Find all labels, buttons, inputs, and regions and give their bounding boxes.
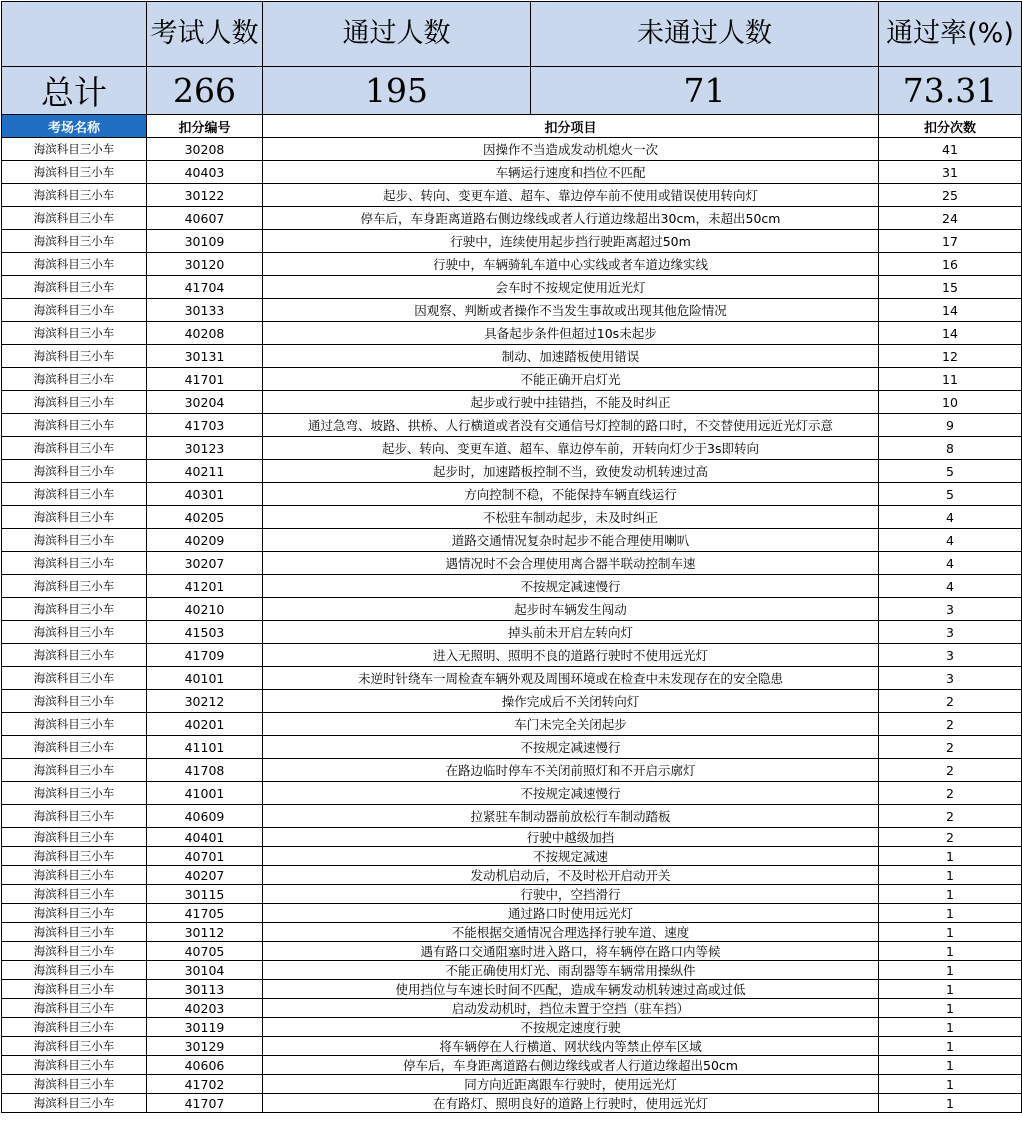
item-cell[interactable]: 在有路灯、照明良好的道路上行驶时，使用远光灯: [263, 1094, 879, 1113]
code-cell[interactable]: 40208: [147, 322, 263, 345]
code-cell[interactable]: 41201: [147, 575, 263, 598]
item-cell[interactable]: 不按规定减速慢行: [263, 782, 879, 805]
count-cell[interactable]: 1: [879, 980, 1022, 999]
item-cell[interactable]: 未逆时针绕车一周检查车辆外观及周围环境或在检查中未发现存在的安全隐患: [263, 667, 879, 690]
venue-cell[interactable]: 海滨科目三小车: [2, 138, 147, 161]
table-row: [2, 942, 1022, 961]
count-cell[interactable]: 2: [879, 759, 1022, 782]
code-cell[interactable]: 30113: [147, 980, 263, 999]
code-cell[interactable]: 30115: [147, 885, 263, 904]
item-cell[interactable]: 行驶中越级加挡: [263, 828, 879, 847]
total-label[interactable]: 总计: [2, 67, 147, 115]
item-cell[interactable]: 操作完成后不关闭转向灯: [263, 690, 879, 713]
table-row: [2, 161, 1022, 184]
code-cell[interactable]: 30212: [147, 690, 263, 713]
item-cell[interactable]: 通过路口时使用远光灯: [263, 904, 879, 923]
count-cell[interactable]: 1: [879, 1018, 1022, 1037]
code-cell[interactable]: 40201: [147, 713, 263, 736]
count-cell[interactable]: 1: [879, 999, 1022, 1018]
code-cell[interactable]: 30131: [147, 345, 263, 368]
count-cell[interactable]: 3: [879, 598, 1022, 621]
count-cell[interactable]: 12: [879, 345, 1022, 368]
item-cell[interactable]: 停车后，车身距离道路右侧边缘线或者人行道边缘超出30cm，未超出50cm: [263, 207, 879, 230]
item-cell[interactable]: 发动机启动后，不及时松开启动开关: [263, 866, 879, 885]
item-cell[interactable]: 起步或行驶中挂错挡，不能及时纠正: [263, 391, 879, 414]
code-cell[interactable]: 30120: [147, 253, 263, 276]
venue-cell[interactable]: 海滨科目三小车: [2, 828, 147, 847]
exam-count-header[interactable]: 考试人数: [147, 2, 263, 67]
venue-cell[interactable]: 海滨科目三小车: [2, 759, 147, 782]
item-cell[interactable]: 因操作不当造成发动机熄火一次: [263, 138, 879, 161]
count-cell[interactable]: 1: [879, 961, 1022, 980]
code-cell[interactable]: 30104: [147, 961, 263, 980]
code-cell[interactable]: 30119: [147, 1018, 263, 1037]
count-cell[interactable]: 5: [879, 483, 1022, 506]
venue-cell[interactable]: 海滨科目三小车: [2, 904, 147, 923]
venue-cell[interactable]: 海滨科目三小车: [2, 575, 147, 598]
table-row: [2, 885, 1022, 904]
item-cell[interactable]: 不按规定减速慢行: [263, 575, 879, 598]
venue-cell[interactable]: 海滨科目三小车: [2, 414, 147, 437]
item-cell[interactable]: 在路边临时停车不关闭前照灯和不开启示廓灯: [263, 759, 879, 782]
count-cell[interactable]: 9: [879, 414, 1022, 437]
table-row: [2, 345, 1022, 368]
count-cell[interactable]: 2: [879, 828, 1022, 847]
item-cell[interactable]: 不按规定速度行驶: [263, 1018, 879, 1037]
venue-cell[interactable]: 海滨科目三小车: [2, 161, 147, 184]
count-cell[interactable]: 4: [879, 575, 1022, 598]
item-cell[interactable]: 启动发动机时，挡位未置于空挡（驻车挡）: [263, 999, 879, 1018]
table-row: [2, 1037, 1022, 1056]
item-cell[interactable]: 停车后，车身距离道路右侧边缘线或者人行道边缘超出50cm: [263, 1056, 879, 1075]
venue-cell[interactable]: 海滨科目三小车: [2, 368, 147, 391]
count-cell[interactable]: 1: [879, 1037, 1022, 1056]
venue-cell[interactable]: 海滨科目三小车: [2, 1037, 147, 1056]
venue-cell[interactable]: 海滨科目三小车: [2, 230, 147, 253]
table-row: [2, 713, 1022, 736]
code-cell[interactable]: 40203: [147, 999, 263, 1018]
table-row: [2, 391, 1022, 414]
item-cell[interactable]: 车辆运行速度和挡位不匹配: [263, 161, 879, 184]
code-cell[interactable]: 40609: [147, 805, 263, 828]
item-cell[interactable]: 行驶中，空挡滑行: [263, 885, 879, 904]
venue-cell[interactable]: 海滨科目三小车: [2, 437, 147, 460]
count-cell[interactable]: 15: [879, 276, 1022, 299]
table-row: [2, 759, 1022, 782]
table-row: [2, 736, 1022, 759]
code-cell[interactable]: 40101: [147, 667, 263, 690]
table-row: [2, 529, 1022, 552]
code-cell[interactable]: 30208: [147, 138, 263, 161]
table-row: [2, 782, 1022, 805]
table-row: [2, 437, 1022, 460]
code-cell[interactable]: 41001: [147, 782, 263, 805]
table-row: [2, 847, 1022, 866]
table-row: [2, 299, 1022, 322]
table-row: [2, 138, 1022, 161]
table-row: [2, 690, 1022, 713]
venue-cell[interactable]: 海滨科目三小车: [2, 713, 147, 736]
venue-cell[interactable]: 海滨科目三小车: [2, 345, 147, 368]
venue-cell[interactable]: 海滨科目三小车: [2, 1094, 147, 1113]
item-cell[interactable]: 起步、转向、变更车道、超车、靠边停车前不使用或错误使用转向灯: [263, 184, 879, 207]
code-cell[interactable]: 40401: [147, 828, 263, 847]
venue-column-header[interactable]: 考场名称: [2, 115, 147, 138]
summary-total-row: [2, 67, 1022, 115]
venue-cell[interactable]: 海滨科目三小车: [2, 552, 147, 575]
count-cell[interactable]: 14: [879, 299, 1022, 322]
failed-value[interactable]: 71: [531, 67, 879, 115]
table-row: [2, 575, 1022, 598]
code-cell[interactable]: 40210: [147, 598, 263, 621]
count-cell[interactable]: 1: [879, 923, 1022, 942]
column-header-row: [2, 115, 1022, 138]
venue-cell[interactable]: 海滨科目三小车: [2, 598, 147, 621]
item-cell[interactable]: 进入无照明、照明不良的道路行驶时不使用远光灯: [263, 644, 879, 667]
item-cell[interactable]: 不能正确开启灯光: [263, 368, 879, 391]
venue-cell[interactable]: 海滨科目三小车: [2, 253, 147, 276]
passed-header[interactable]: 通过人数: [263, 2, 531, 67]
code-cell[interactable]: 30109: [147, 230, 263, 253]
table-row: [2, 184, 1022, 207]
count-cell[interactable]: 3: [879, 644, 1022, 667]
count-cell[interactable]: 16: [879, 253, 1022, 276]
table-row: [2, 322, 1022, 345]
item-cell[interactable]: 会车时不按规定使用近光灯: [263, 276, 879, 299]
count-cell[interactable]: 2: [879, 690, 1022, 713]
code-column-header[interactable]: 扣分编号: [147, 115, 263, 138]
code-cell[interactable]: 40205: [147, 506, 263, 529]
count-cell[interactable]: 1: [879, 1056, 1022, 1075]
venue-cell[interactable]: 海滨科目三小车: [2, 866, 147, 885]
venue-cell[interactable]: 海滨科目三小车: [2, 999, 147, 1018]
code-cell[interactable]: 30204: [147, 391, 263, 414]
count-column-header[interactable]: 扣分次数: [879, 115, 1022, 138]
item-cell[interactable]: 使用挡位与车速长时间不匹配，造成车辆发动机转速过高或过低: [263, 980, 879, 999]
count-cell[interactable]: 3: [879, 667, 1022, 690]
table-row: [2, 506, 1022, 529]
count-cell[interactable]: 10: [879, 391, 1022, 414]
code-cell[interactable]: 40701: [147, 847, 263, 866]
code-cell[interactable]: 40606: [147, 1056, 263, 1075]
venue-cell[interactable]: 海滨科目三小车: [2, 736, 147, 759]
venue-cell[interactable]: 海滨科目三小车: [2, 961, 147, 980]
venue-cell[interactable]: 海滨科目三小车: [2, 621, 147, 644]
count-cell[interactable]: 41: [879, 138, 1022, 161]
count-cell[interactable]: 1: [879, 866, 1022, 885]
table-row: [2, 253, 1022, 276]
code-cell[interactable]: 30207: [147, 552, 263, 575]
code-cell[interactable]: 41703: [147, 414, 263, 437]
count-cell[interactable]: 1: [879, 1075, 1022, 1094]
table-row: [2, 1056, 1022, 1075]
table-row: [2, 1094, 1022, 1113]
venue-cell[interactable]: 海滨科目三小车: [2, 299, 147, 322]
venue-cell[interactable]: 海滨科目三小车: [2, 942, 147, 961]
item-cell[interactable]: 不能根据交通情况合理选择行驶车道、速度: [263, 923, 879, 942]
count-cell[interactable]: 1: [879, 885, 1022, 904]
code-cell[interactable]: 30112: [147, 923, 263, 942]
table-row: [2, 368, 1022, 391]
count-cell[interactable]: 1: [879, 847, 1022, 866]
table-row: [2, 866, 1022, 885]
item-cell[interactable]: 起步时，加速踏板控制不当，致使发动机转速过高: [263, 460, 879, 483]
table-row: [2, 598, 1022, 621]
table-row: [2, 621, 1022, 644]
item-cell[interactable]: 道路交通情况复杂时起步不能合理使用喇叭: [263, 529, 879, 552]
code-cell[interactable]: 41701: [147, 368, 263, 391]
table-row: [2, 999, 1022, 1018]
item-cell[interactable]: 不按规定减速: [263, 847, 879, 866]
venue-cell[interactable]: 海滨科目三小车: [2, 782, 147, 805]
code-cell[interactable]: 41709: [147, 644, 263, 667]
code-cell[interactable]: 40301: [147, 483, 263, 506]
table-row: [2, 1018, 1022, 1037]
venue-cell[interactable]: 海滨科目三小车: [2, 184, 147, 207]
deduction-sheet: [1, 1, 1022, 1113]
pass-rate-header[interactable]: 通过率(%): [879, 2, 1022, 67]
table-row: [2, 552, 1022, 575]
passed-value[interactable]: 195: [263, 67, 531, 115]
exam-count-value[interactable]: 266: [147, 67, 263, 115]
count-cell[interactable]: 8: [879, 437, 1022, 460]
count-cell[interactable]: 14: [879, 322, 1022, 345]
item-cell[interactable]: 方向控制不稳，不能保持车辆直线运行: [263, 483, 879, 506]
count-cell[interactable]: 2: [879, 713, 1022, 736]
venue-cell[interactable]: 海滨科目三小车: [2, 207, 147, 230]
venue-cell[interactable]: 海滨科目三小车: [2, 923, 147, 942]
count-cell[interactable]: 4: [879, 552, 1022, 575]
venue-cell[interactable]: 海滨科目三小车: [2, 529, 147, 552]
code-cell[interactable]: 40211: [147, 460, 263, 483]
item-cell[interactable]: 遇有路口交通阻塞时进入路口，将车辆停在路口内等候: [263, 942, 879, 961]
table-row: [2, 923, 1022, 942]
table-row: [2, 805, 1022, 828]
count-cell[interactable]: 4: [879, 529, 1022, 552]
count-cell[interactable]: 2: [879, 736, 1022, 759]
count-cell[interactable]: 2: [879, 782, 1022, 805]
count-cell[interactable]: 25: [879, 184, 1022, 207]
item-cell[interactable]: 拉紧驻车制动器前放松行车制动踏板: [263, 805, 879, 828]
table-row: [2, 667, 1022, 690]
code-cell[interactable]: 41704: [147, 276, 263, 299]
item-cell[interactable]: 行驶中，连续使用起步挡行驶距离超过50m: [263, 230, 879, 253]
count-cell[interactable]: 11: [879, 368, 1022, 391]
venue-cell[interactable]: 海滨科目三小车: [2, 322, 147, 345]
table-row: [2, 1075, 1022, 1094]
table-row: [2, 644, 1022, 667]
table-row: [2, 828, 1022, 847]
code-cell[interactable]: 40209: [147, 529, 263, 552]
blank-corner-cell[interactable]: [2, 2, 147, 67]
table-row: [2, 980, 1022, 999]
item-cell[interactable]: 不松驻车制动起步，未及时纠正: [263, 506, 879, 529]
item-column-header[interactable]: 扣分项目: [263, 115, 879, 138]
count-cell[interactable]: 2: [879, 805, 1022, 828]
item-cell[interactable]: 通过急弯、坡路、拱桥、人行横道或者没有交通信号灯控制的路口时，不交替使用远近光灯示意: [263, 414, 879, 437]
code-cell[interactable]: 41101: [147, 736, 263, 759]
code-cell[interactable]: 41707: [147, 1094, 263, 1113]
code-cell[interactable]: 41702: [147, 1075, 263, 1094]
item-cell[interactable]: 制动、加速踏板使用错误: [263, 345, 879, 368]
code-cell[interactable]: 30129: [147, 1037, 263, 1056]
code-cell[interactable]: 40207: [147, 866, 263, 885]
venue-cell[interactable]: 海滨科目三小车: [2, 506, 147, 529]
item-cell[interactable]: 车门未完全关闭起步: [263, 713, 879, 736]
item-cell[interactable]: 不按规定减速慢行: [263, 736, 879, 759]
code-cell[interactable]: 30123: [147, 437, 263, 460]
count-cell[interactable]: 1: [879, 904, 1022, 923]
table-row: [2, 483, 1022, 506]
venue-cell[interactable]: 海滨科目三小车: [2, 885, 147, 904]
table-row: [2, 460, 1022, 483]
item-cell[interactable]: 因观察、判断或者操作不当发生事故或出现其他危险情况: [263, 299, 879, 322]
item-cell[interactable]: 具备起步条件但超过10s未起步: [263, 322, 879, 345]
venue-cell[interactable]: 海滨科目三小车: [2, 690, 147, 713]
table-row: [2, 230, 1022, 253]
item-cell[interactable]: 起步时车辆发生闯动: [263, 598, 879, 621]
count-cell[interactable]: 24: [879, 207, 1022, 230]
item-cell[interactable]: 遇情况时不会合理使用离合器半联动控制车速: [263, 552, 879, 575]
failed-header[interactable]: 未通过人数: [531, 2, 879, 67]
venue-cell[interactable]: 海滨科目三小车: [2, 276, 147, 299]
venue-cell[interactable]: 海滨科目三小车: [2, 980, 147, 999]
count-cell[interactable]: 31: [879, 161, 1022, 184]
venue-cell[interactable]: 海滨科目三小车: [2, 644, 147, 667]
venue-cell[interactable]: 海滨科目三小车: [2, 1018, 147, 1037]
item-cell[interactable]: 起步、转向、变更车道、超车、靠边停车前，开转向灯少于3s即转向: [263, 437, 879, 460]
item-cell[interactable]: 行驶中，车辆骑轧车道中心实线或者车道边缘实线: [263, 253, 879, 276]
venue-cell[interactable]: 海滨科目三小车: [2, 1056, 147, 1075]
summary-header-row: [2, 2, 1022, 67]
code-cell[interactable]: 41708: [147, 759, 263, 782]
code-cell[interactable]: 41503: [147, 621, 263, 644]
count-cell[interactable]: 17: [879, 230, 1022, 253]
table-row: [2, 414, 1022, 437]
item-cell[interactable]: 不能正确使用灯光、雨刮器等车辆常用操纵件: [263, 961, 879, 980]
code-cell[interactable]: 30122: [147, 184, 263, 207]
count-cell[interactable]: 1: [879, 1094, 1022, 1113]
pass-rate-value[interactable]: 73.31: [879, 67, 1022, 115]
code-cell[interactable]: 30133: [147, 299, 263, 322]
item-cell[interactable]: 将车辆停在人行横道、网状线内等禁止停车区域: [263, 1037, 879, 1056]
count-cell[interactable]: 1: [879, 942, 1022, 961]
count-cell[interactable]: 4: [879, 506, 1022, 529]
item-cell[interactable]: 掉头前未开启左转向灯: [263, 621, 879, 644]
count-cell[interactable]: 5: [879, 460, 1022, 483]
table-row: [2, 207, 1022, 230]
code-cell[interactable]: 41705: [147, 904, 263, 923]
code-cell[interactable]: 40705: [147, 942, 263, 961]
table-row: [2, 276, 1022, 299]
venue-cell[interactable]: 海滨科目三小车: [2, 391, 147, 414]
item-cell[interactable]: 同方向近距离跟车行驶时，使用远光灯: [263, 1075, 879, 1094]
venue-cell[interactable]: 海滨科目三小车: [2, 1075, 147, 1094]
code-cell[interactable]: 40403: [147, 161, 263, 184]
table-row: [2, 961, 1022, 980]
table-row: [2, 904, 1022, 923]
venue-cell[interactable]: 海滨科目三小车: [2, 847, 147, 866]
venue-cell[interactable]: 海滨科目三小车: [2, 667, 147, 690]
code-cell[interactable]: 40607: [147, 207, 263, 230]
venue-cell[interactable]: 海滨科目三小车: [2, 805, 147, 828]
count-cell[interactable]: 3: [879, 621, 1022, 644]
venue-cell[interactable]: 海滨科目三小车: [2, 460, 147, 483]
venue-cell[interactable]: 海滨科目三小车: [2, 483, 147, 506]
